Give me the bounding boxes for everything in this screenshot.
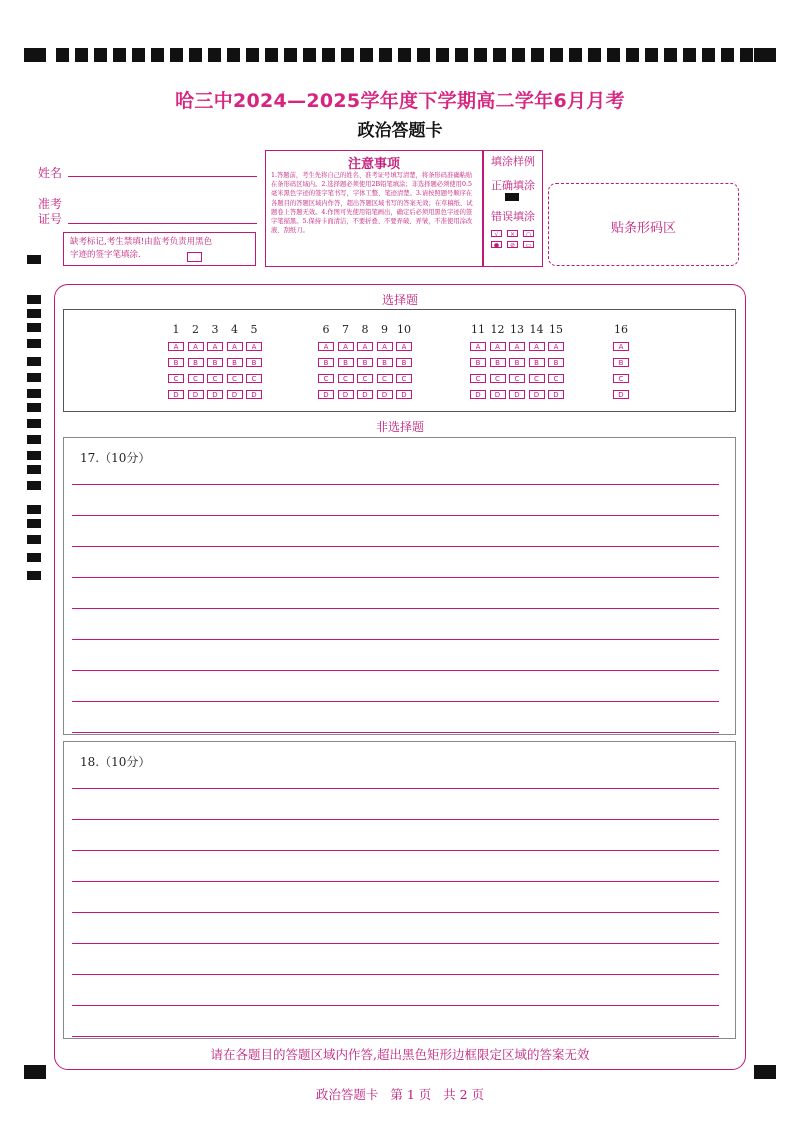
wrong-mark-partial: ▭ xyxy=(523,241,534,248)
side-timing-mark xyxy=(27,519,41,528)
option-bubble-1-C[interactable]: C xyxy=(168,374,184,383)
exam-id-label-2: 证号 xyxy=(38,212,63,226)
option-bubble-7-A[interactable]: A xyxy=(338,342,354,351)
option-bubble-7-D[interactable]: D xyxy=(338,390,354,399)
choice-answer-box xyxy=(63,309,736,412)
exam-id-label-1: 准考 xyxy=(38,197,63,211)
side-timing-mark xyxy=(27,373,41,382)
timing-mark xyxy=(341,48,354,62)
timing-mark xyxy=(531,48,544,62)
option-bubble-14-C[interactable]: C xyxy=(529,374,545,383)
timing-mark xyxy=(683,48,696,62)
option-bubble-13-B[interactable]: B xyxy=(509,358,525,367)
option-bubble-6-D[interactable]: D xyxy=(318,390,334,399)
wrong-mark-slash: ⊘ xyxy=(507,241,518,248)
correct-fill-mark xyxy=(505,193,519,201)
question-number: 10 xyxy=(397,323,411,336)
option-bubble-10-D[interactable]: D xyxy=(396,390,412,399)
option-bubble-15-B[interactable]: B xyxy=(548,358,564,367)
option-bubble-3-A[interactable]: A xyxy=(207,342,223,351)
option-bubble-12-C[interactable]: C xyxy=(490,374,506,383)
question-number: 11 xyxy=(471,323,485,336)
side-timing-mark xyxy=(27,339,41,348)
answer-line xyxy=(72,515,719,516)
timing-mark xyxy=(645,48,658,62)
option-bubble-8-B[interactable]: B xyxy=(357,358,373,367)
option-bubble-3-C[interactable]: C xyxy=(207,374,223,383)
side-timing-mark xyxy=(27,357,41,366)
timing-mark xyxy=(170,48,183,62)
answer-line xyxy=(72,608,719,609)
option-bubble-4-B[interactable]: B xyxy=(227,358,243,367)
question-number: 8 xyxy=(361,323,369,336)
side-timing-mark xyxy=(27,535,41,544)
answer-line xyxy=(72,484,719,485)
side-timing-mark xyxy=(27,403,41,412)
barcode-area xyxy=(548,183,739,266)
option-bubble-1-D[interactable]: D xyxy=(168,390,184,399)
option-bubble-15-A[interactable]: A xyxy=(548,342,564,351)
question-number: 2 xyxy=(192,323,199,336)
timing-mark xyxy=(588,48,601,62)
timing-mark xyxy=(569,48,582,62)
timing-mark xyxy=(398,48,411,62)
side-timing-mark xyxy=(27,255,41,264)
timing-mark xyxy=(227,48,240,62)
question-number: 12 xyxy=(490,323,505,336)
bottom-right-anchor-mark xyxy=(754,1065,776,1079)
answer-line xyxy=(72,577,719,578)
option-bubble-14-B[interactable]: B xyxy=(529,358,545,367)
answer-line xyxy=(72,701,719,702)
question-number: 7 xyxy=(342,323,349,336)
answer-line xyxy=(72,670,719,671)
answer-line xyxy=(72,639,719,640)
timing-mark xyxy=(721,48,734,62)
side-timing-mark xyxy=(27,465,41,474)
option-bubble-2-B[interactable]: B xyxy=(188,358,204,367)
option-bubble-13-A[interactable]: A xyxy=(509,342,525,351)
answer-line xyxy=(72,881,719,882)
question-18-box[interactable] xyxy=(63,741,736,1039)
absent-note-line2: 字迹的签字笔填涂. xyxy=(70,250,141,260)
option-bubble-11-C[interactable]: C xyxy=(470,374,486,383)
fill-sample-title: 填涂样例 xyxy=(491,155,535,168)
option-bubble-11-B[interactable]: B xyxy=(470,358,486,367)
option-bubble-5-C[interactable]: C xyxy=(246,374,262,383)
notes-text: 1.答题前，考生先将自己的姓名、准考证号填写清楚，将条形码准确粘贴在条形码区域内。2.选择题必须使用2B铅笔填涂；非选择题必须使用0.5毫米黑色字迹的签字笔书写，字体工整、笔迹清楚。3.请按照题号顺序在各题目的答题区域内作答，超出答题区域书写的答案无效；在草稿纸、试题卷上答题无效。4.作图可先使用铅笔画出，确定后必须用黑色字迹的签字笔描黑。5.保持卡面清洁，不要折叠、不要弄破、弄皱，不准使用涂改液、刮纸刀。 xyxy=(271,172,473,235)
timing-mark xyxy=(417,48,430,62)
absent-mark-checkbox[interactable] xyxy=(187,252,202,262)
timing-mark xyxy=(702,48,715,62)
bottom-left-anchor-mark xyxy=(24,1065,46,1079)
question-number: 15 xyxy=(549,323,563,336)
option-bubble-5-B[interactable]: B xyxy=(246,358,262,367)
question-number: 5 xyxy=(250,323,258,336)
question-18-label: 18.（10分） xyxy=(80,755,151,769)
timing-mark-strip xyxy=(24,48,776,62)
timing-mark xyxy=(303,48,316,62)
answer-line xyxy=(72,850,719,851)
question-number: 14 xyxy=(529,323,544,336)
option-bubble-16-C[interactable]: C xyxy=(613,374,629,383)
side-timing-mark xyxy=(27,481,41,490)
wrong-fill-label: 错误填涂 xyxy=(491,210,535,223)
question-number: 3 xyxy=(211,323,219,336)
option-bubble-16-A[interactable]: A xyxy=(613,342,629,351)
timing-mark xyxy=(379,48,392,62)
option-bubble-10-A[interactable]: A xyxy=(396,342,412,351)
option-bubble-16-D[interactable]: D xyxy=(613,390,629,399)
option-bubble-16-B[interactable]: B xyxy=(613,358,629,367)
question-17-box[interactable] xyxy=(63,437,736,735)
option-bubble-8-C[interactable]: C xyxy=(357,374,373,383)
wrong-mark-cross: × xyxy=(507,230,518,237)
page-subtitle: 政治答题卡 xyxy=(357,121,443,141)
option-bubble-7-B[interactable]: B xyxy=(338,358,354,367)
answer-line xyxy=(72,912,719,913)
timing-mark xyxy=(56,48,69,62)
answer-line xyxy=(72,788,719,789)
option-bubble-2-A[interactable]: A xyxy=(188,342,204,351)
answer-line xyxy=(72,974,719,975)
option-bubble-10-B[interactable]: B xyxy=(396,358,412,367)
option-bubble-15-D[interactable]: D xyxy=(548,390,564,399)
question-number: 1 xyxy=(172,323,180,336)
timing-mark xyxy=(550,48,563,62)
side-timing-mark xyxy=(27,505,41,514)
exam-id-field[interactable] xyxy=(68,223,257,224)
absent-mark-box xyxy=(63,232,256,266)
option-bubble-6-C[interactable]: C xyxy=(318,374,334,383)
timing-mark xyxy=(265,48,278,62)
page-footer: 政治答题卡 第 1 页 共 2 页 xyxy=(315,1087,485,1102)
option-bubble-1-B[interactable]: B xyxy=(168,358,184,367)
question-number: 6 xyxy=(322,323,330,336)
option-bubble-3-B[interactable]: B xyxy=(207,358,223,367)
question-17-label: 17.（10分） xyxy=(80,451,151,465)
timing-mark xyxy=(284,48,297,62)
answer-line xyxy=(72,546,719,547)
page-title: 哈三中2024—2025学年度下学期高二学年6月月考 xyxy=(175,90,625,112)
timing-mark xyxy=(360,48,373,62)
wrong-mark-check: √ xyxy=(491,230,502,237)
option-bubble-12-B[interactable]: B xyxy=(490,358,506,367)
footer-note: 请在各题目的答题区域内作答,超出黑色矩形边框限定区域的答案无效 xyxy=(210,1047,590,1062)
question-number: 13 xyxy=(510,323,524,336)
timing-mark xyxy=(75,48,88,62)
side-timing-mark xyxy=(27,435,41,444)
option-bubble-12-D[interactable]: D xyxy=(490,390,506,399)
option-bubble-8-A[interactable]: A xyxy=(357,342,373,351)
option-bubble-10-C[interactable]: C xyxy=(396,374,412,383)
wrong-mark-circle: ○ xyxy=(523,230,534,237)
timing-mark xyxy=(626,48,639,62)
question-number: 16 xyxy=(614,323,628,336)
side-timing-mark xyxy=(27,451,41,460)
option-bubble-11-D[interactable]: D xyxy=(470,390,486,399)
timing-mark xyxy=(151,48,164,62)
option-bubble-14-A[interactable]: A xyxy=(529,342,545,351)
choice-section-title: 选择题 xyxy=(381,293,418,307)
timing-mark xyxy=(474,48,487,62)
side-timing-mark xyxy=(27,389,41,398)
option-bubble-4-C[interactable]: C xyxy=(227,374,243,383)
option-bubble-13-D[interactable]: D xyxy=(509,390,525,399)
option-bubble-5-D[interactable]: D xyxy=(246,390,262,399)
option-bubble-11-A[interactable]: A xyxy=(470,342,486,351)
timing-mark xyxy=(246,48,259,62)
timing-mark xyxy=(455,48,468,62)
side-timing-mark xyxy=(27,309,41,318)
timing-mark xyxy=(436,48,449,62)
timing-mark xyxy=(322,48,335,62)
answer-line xyxy=(72,1036,719,1037)
option-bubble-9-A[interactable]: A xyxy=(377,342,393,351)
timing-mark xyxy=(113,48,126,62)
side-timing-mark xyxy=(27,571,41,580)
option-bubble-6-A[interactable]: A xyxy=(318,342,334,351)
option-bubble-5-A[interactable]: A xyxy=(246,342,262,351)
wrong-fill-marks xyxy=(487,230,541,254)
timing-mark xyxy=(24,48,46,62)
side-timing-mark xyxy=(27,295,41,304)
nonchoice-section-title: 非选择题 xyxy=(375,420,424,434)
notes-box xyxy=(265,150,483,267)
absent-note-line1: 缺考标记,考生禁填!由监考负责用黑色 xyxy=(70,237,213,247)
timing-mark xyxy=(607,48,620,62)
option-bubble-2-C[interactable]: C xyxy=(188,374,204,383)
option-bubble-4-D[interactable]: D xyxy=(227,390,243,399)
timing-mark xyxy=(512,48,525,62)
option-bubble-12-A[interactable]: A xyxy=(490,342,506,351)
timing-mark xyxy=(740,48,753,62)
option-bubble-8-D[interactable]: D xyxy=(357,390,373,399)
wrong-mark-dot: ● xyxy=(491,241,502,248)
answer-line xyxy=(72,819,719,820)
option-bubble-3-D[interactable]: D xyxy=(207,390,223,399)
name-label: 姓名 xyxy=(38,166,63,180)
option-bubble-14-D[interactable]: D xyxy=(529,390,545,399)
timing-mark xyxy=(94,48,107,62)
side-timing-mark xyxy=(27,553,41,562)
option-bubble-9-B[interactable]: B xyxy=(377,358,393,367)
timing-mark xyxy=(754,48,776,62)
answer-line xyxy=(72,732,719,733)
question-number: 4 xyxy=(231,323,238,336)
timing-mark xyxy=(493,48,506,62)
option-bubble-13-C[interactable]: C xyxy=(509,374,525,383)
side-timing-mark xyxy=(27,323,41,332)
option-bubble-9-C[interactable]: C xyxy=(377,374,393,383)
side-timing-mark xyxy=(27,419,41,428)
notes-title: 注意事项 xyxy=(347,157,400,172)
timing-mark xyxy=(664,48,677,62)
barcode-label: 贴条形码区 xyxy=(610,221,676,236)
option-bubble-15-C[interactable]: C xyxy=(548,374,564,383)
option-bubble-4-A[interactable]: A xyxy=(227,342,243,351)
option-bubble-7-C[interactable]: C xyxy=(338,374,354,383)
answer-line xyxy=(72,943,719,944)
name-field[interactable] xyxy=(68,176,257,177)
correct-fill-label: 正确填涂 xyxy=(491,179,535,192)
option-bubble-1-A[interactable]: A xyxy=(168,342,184,351)
timing-mark xyxy=(132,48,145,62)
option-bubble-6-B[interactable]: B xyxy=(318,358,334,367)
fill-sample-box xyxy=(483,150,543,267)
timing-mark xyxy=(208,48,221,62)
answer-line xyxy=(72,1005,719,1006)
timing-mark xyxy=(189,48,202,62)
option-bubble-2-D[interactable]: D xyxy=(188,390,204,399)
question-number: 9 xyxy=(381,323,388,336)
option-bubble-9-D[interactable]: D xyxy=(377,390,393,399)
